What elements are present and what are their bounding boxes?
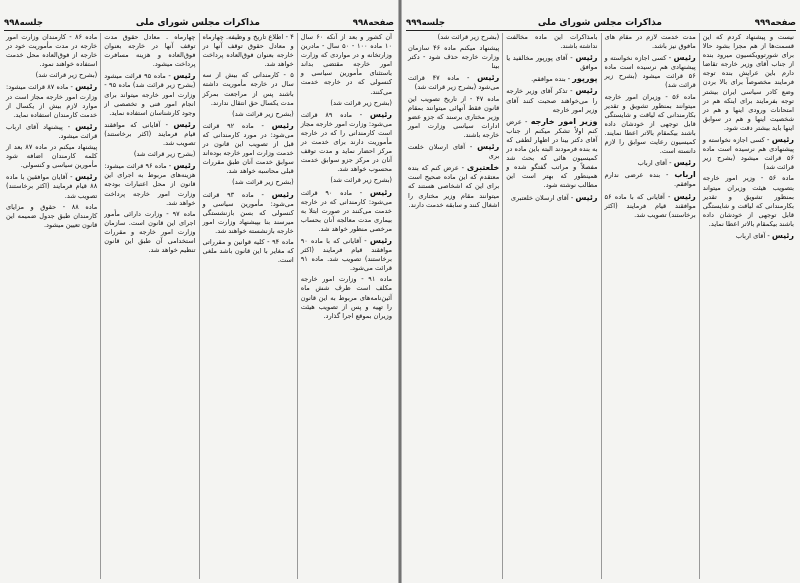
paragraph — [605, 192, 696, 220]
text-column — [297, 33, 395, 579]
text-column — [3, 33, 100, 579]
paragraph — [703, 174, 794, 229]
paragraph-text: - آقایانی که با ماده ۹۰ موافقند قیام فرمایند (اکثر برخاستند) تصویب شد. ماده ۹۱ قرائت می‌شود. — [300, 236, 392, 273]
paragraph-text: - آقایان موافقین با ماده ۸۸ قیام فرمایند (اکثر برخاستند) تصویب شد. — [6, 173, 98, 200]
speaker-name: ارباب — [674, 170, 696, 180]
paragraph — [6, 172, 97, 200]
paragraph — [408, 142, 499, 161]
paragraph — [703, 135, 794, 172]
publication-title: مذاکرات مجلس شورای ملی — [537, 18, 662, 28]
paragraph — [203, 178, 294, 187]
text-column — [601, 33, 699, 579]
paragraph — [605, 33, 696, 51]
speaker-name: رئیس — [673, 158, 696, 168]
paragraph — [408, 44, 499, 71]
paragraph-text: پیشنهاد میکنم در ماده ۸۷ بعد از کلمه کارمندان اضافه شود مأمورین سیاسی و کنسولی. — [6, 143, 98, 170]
paragraph — [6, 33, 97, 69]
paragraph-text: - کسی اجازه نخواسته و پیشنهادی هم نرسیده است ماده ۵۶ قرائت میشود (بشرح زیر قرائت شد) — [702, 136, 794, 172]
speaker-name: رئیس — [75, 121, 98, 131]
speaker-name: رئیس — [271, 120, 294, 130]
session-number: جلسه۹۹۹ — [406, 18, 445, 28]
paragraph — [6, 71, 97, 80]
paragraph — [605, 170, 696, 189]
paragraph — [301, 176, 392, 185]
text-columns — [3, 33, 395, 579]
paragraph-text: - ماده ۹۰ قرائت می‌شود: کارمندانی که در خارجه خدمت می‌کنند در صورت ابتلا به بیماری مدت معالجه آنان بحساب مرخصی منظور خواهد شد. — [300, 188, 392, 233]
paragraph-text: آن کشور و بعد از آنکه ۶۰ سال ۱۰ ماده ۱۰۰ - ۵۰ سال - مادرین وزارتخانه و در مواردی که وزارت امور خارجه مقتضی بداند باستثنای مأمورین سیاسی و کنسولی که در خارجه خدمت می‌کنند. — [300, 33, 393, 96]
speaker-name: پورپور — [572, 74, 598, 84]
paragraph — [6, 143, 97, 170]
paragraph — [506, 53, 597, 72]
paragraph-text: (بشرح زیر قرائت شد) — [133, 150, 196, 159]
speaker-name: رئیس — [369, 109, 392, 119]
paragraph-text: (بشرح زیر قرائت شد) — [35, 71, 98, 80]
speaker-name: رئیس — [771, 135, 794, 145]
paragraph — [104, 210, 195, 255]
speaker-name: رئیس — [271, 189, 294, 199]
paragraph — [6, 82, 97, 119]
paragraph — [301, 99, 392, 108]
speaker-name: رئیس — [369, 235, 392, 245]
page-header — [406, 14, 796, 31]
speaker-name: رئیس — [75, 82, 98, 92]
paragraph-text: - بنده عرضی ندارم موافقم. — [604, 171, 696, 189]
paragraph — [408, 95, 499, 140]
paragraph — [605, 93, 696, 157]
paragraph-text: چهارماه ۔ معادل حقوق مدت توقف آنها در خارجه بعنوان فوق‌العاده و هزینه مسافرت پرداخت میشود. — [104, 33, 196, 69]
paragraph — [301, 275, 392, 320]
paragraph-text: - ماده ۸۷ قرائت میشود: وزارت امور خارجه مجاز است در موارد لازم بیش از یکسال از خدمت کارمندان استفاده نماید. — [6, 83, 98, 119]
speaker-name: رئیس — [477, 73, 500, 83]
paragraph-text: ماده ۵۶ - وزیران امور خارجه میتوانند بمنظور تشویق و تقدیر بکارمندانی که لیاقت و شایستگی قابل توجهی از خودشان داده باشند بیکمقام بالاتر اعطا نمایند. کمیسیون رعایت سوابق را لازم دانسته است. — [604, 92, 696, 156]
paragraph — [203, 71, 294, 107]
paragraph-text: - عرض کنم که بنده معتقدم که این ماده صحیح است برای این که اشخاصی هستند که میتوانند مقام وزیر مختاری را اشغال کنند و سابقه خدمت دارند. — [408, 164, 500, 209]
speaker-name: رئیس — [173, 71, 196, 81]
paragraph — [6, 122, 97, 141]
paragraph-text: نیست و پیشنهاد کردم که این قسمت‌ها از هم مجزا بشود حالا برای شورتوویکسیون میرود بنده از جناب آقای وزیر خارجه تقاضا دارم باین عرایش بنده توجه فرمایند مخصوصاً برای بالا بردن وضع کادر سیاسی ایران بیشتر توجه بفرمایند برای اینکه هم در امتحانات ورودی اینها و هم در شخصیت اینها و هم در سوابق اینها باید بیشتر دقت شود. — [702, 33, 794, 132]
text-columns — [405, 33, 797, 579]
paragraph-text: - آقای پورپور مخالفید یا موافق — [506, 54, 598, 72]
paragraph-text: - آقایانی که با ماده ۵۶ موافقند قیام فرمایند (اکثر برخاستند) تصویب شد. — [604, 192, 696, 219]
speaker-name: وزیر امور خارجه — [530, 116, 598, 126]
paragraph — [703, 33, 794, 133]
paragraph — [203, 110, 294, 119]
paragraph — [104, 33, 195, 69]
paragraph-text: (بشرح زیر قرائت شد) — [232, 178, 294, 187]
paragraph-text: - عرض کنم اولاً تشکر میکنم از جناب آقای دکتر بینا در اظهار لطفی که به بنده فرمودند البته باین ماده در کمیسیون هائی که بحث شد مفصلاً و مراتب گفتگو شده و همینطور که بهتر است این مطالب نوشته شود. — [506, 117, 598, 190]
page-number: صفحه۹۹۹ — [754, 18, 796, 28]
paragraph-text: (بشرح زیر قرائت شد) — [330, 176, 392, 185]
paragraph — [605, 158, 696, 168]
text-column — [699, 33, 797, 579]
paragraph-text: - کسی اجازه نخواسته و پیشنهادی هم نرسیده است ماده ۵۶ قرائت میشود (بشرح زیر قرائت شد) — [604, 54, 696, 90]
paragraph-text: - بنده موافقم. — [531, 75, 571, 84]
paragraph — [506, 86, 597, 114]
paragraph-text: (بشرح زیر قرائت شد) — [232, 109, 294, 118]
speaker-name: رئیس — [771, 230, 794, 240]
speaker-name: رئیس — [673, 191, 696, 201]
publication-title: مذاکرات مجلس شورای ملی — [135, 18, 260, 28]
speaker-name: رئیس — [477, 142, 500, 152]
left-page — [0, 0, 398, 583]
paragraph-text: ماده ۸۶ - کارمندان وزارت امور خارجه در مدت مأموریت خود در خارجه از فوق‌العاده محل خدمت استفاده خواهند نمود. — [6, 33, 98, 69]
text-column — [405, 33, 502, 579]
speaker-name: رئیس — [575, 53, 598, 63]
speaker-name: رئیس — [75, 172, 98, 182]
paragraph-text: پیشنهاد میکنم ماده ۴۶ سازمان وزارت خارجه حذف شود - دکتر بینا — [408, 44, 500, 71]
paragraph — [6, 203, 97, 230]
paragraph-text: - ماده ۹۲ قرائت می‌شود: در مورد کارمندانی که قبل از تصویب این قانون در خدمت وزارت امور خارجه بوده‌اند سوابق خدمت آنان طبق مقررات قبلی محاسبه خواهد شد. — [202, 121, 294, 176]
paragraph — [104, 161, 195, 207]
paragraph-text: (بشرح زیر قرائت شد) — [330, 98, 392, 107]
speaker-name: رئیس — [575, 86, 598, 96]
paragraph — [506, 33, 597, 51]
paragraph-text: - ماده ۹۳ قرائت می‌شود: مأمورین سیاسی و کنسولی که بسن بازنشستگی میرسند بنا بپیشنهاد وزارت امور خارجه بازنشسته خواهند شد. — [202, 190, 294, 235]
text-column — [502, 33, 600, 579]
paragraph — [703, 231, 794, 241]
paragraph — [506, 193, 597, 203]
paragraph — [301, 33, 392, 97]
paragraph-text: (بشرح زیر قرائت شد) — [437, 33, 500, 41]
right-page — [402, 0, 800, 583]
paragraph — [104, 120, 195, 148]
paragraph-text: - آقای ارسلان خلعت بری — [408, 143, 500, 161]
paragraph-text: - ماده ۹۶ قرائت میشود: هزینه‌های مربوط به اجرای این قانون از محل اعتبارات بودجه وزارت امور خارجه پرداخت خواهد شد. — [104, 162, 196, 207]
speaker-name: رئیس — [673, 53, 696, 63]
text-column — [100, 33, 198, 579]
page-number: صفحه۹۹۸ — [352, 18, 394, 28]
paragraph-text: مدت خدمت لازم در مقام های مافوق نیز باشد. — [604, 33, 696, 51]
paragraph-text: - آقای ارباب — [637, 159, 672, 168]
paragraph — [203, 121, 294, 177]
paragraph — [408, 163, 499, 209]
paragraph-text: ماده ۵۶ - وزیر امور خارجه بتصویب هیئت وزیران میتواند بمنظور تشویق و تقدیر بکارمندانی که لیاقت و شایستگی قابل توجهی از خودشان داده باشند بیکمقام بالاتر اعطا نماید. — [702, 174, 794, 228]
paragraph — [301, 236, 392, 273]
paragraph-text: - ماده ۴۷ قرائت می‌شود (بشرح زیر قرائت شد) — [408, 74, 500, 92]
paragraph-text: ماده ۹۷ - وزارت دارائی مأمور اجرای این قانون است. سازمان وزارت امور خارجه و مقررات استخدامی آن طبق این قانون تنظیم خواهد شد. — [104, 209, 196, 255]
paragraph — [301, 110, 392, 175]
paragraph — [506, 117, 597, 191]
paragraph-text: ۴ - اطلاع تاریخ و وظیفه. چهارماه و معادل حقوق توقف آنها در خارجه بعنوان فوق‌العاده پرداخت خواهد شد. — [202, 33, 294, 69]
paragraph-text: - ماده ۹۵ قرائت میشود (بشرح زیر قرائت شد) ماده ۹۵ - وزارت امور خارجه میتواند برای انجام امور فنی و تخصصی از وجود کارشناسان استفاده نماید. — [104, 72, 196, 117]
speaker-name: رئیس — [575, 192, 598, 202]
speaker-name: رئیس — [173, 119, 196, 129]
speaker-name: خلعتبری — [466, 163, 500, 173]
speaker-name: رئیس — [369, 187, 392, 197]
paragraph-text: - تذکر آقای وزیر خارجه را می‌خواهند صحبت کنند آقای وزیر امور خارجه — [506, 87, 598, 114]
paragraph-text: - آقای ارسلان خلعتبری — [510, 193, 574, 202]
paragraph-text: - آقایانی که موافقند قیام فرمایند (اکثر برخاستند) تصویب شد. — [104, 120, 196, 148]
paragraph-text: - ماده ۸۹ قرائت می‌شود: وزارت امور خارجه مجاز است کارمندانی را که در خارجه مأموریت دارند برای خدمت در مرکز احضار نماید و مدت توقف آنان در مرکز جزو سوابق خدمت محسوب خواهد شد. — [300, 110, 392, 174]
paragraph-text: بامذاکرات این ماده مخالفت نداشته باشند. — [506, 33, 598, 51]
paragraph — [605, 53, 696, 90]
paragraph — [506, 74, 597, 84]
paragraph — [203, 238, 294, 265]
paragraph-text: ۵ - کارمندانی که بیش از سه سال در خارجه مأموریت داشته باشند پس از مراجعت بمرکز مدت یکسال حق انتقال ندارند. — [202, 71, 294, 107]
paragraph — [301, 188, 392, 234]
session-number: جلسه۹۹۸ — [4, 18, 43, 28]
paragraph-text: - پیشنهاد آقای ارباب قرائت میشود. — [6, 122, 98, 140]
paragraph — [104, 150, 195, 159]
page-header — [4, 14, 394, 31]
paragraph-text: ماده ۹۴ - کلیه قوانین و مقرراتی که مغایر با این قانون باشد ملغی است. — [202, 237, 294, 265]
paragraph-text: ماده ۹۱ - وزارت امور خارجه مکلف است ظرف شش ماه آئین‌نامه‌های مربوط به این قانون را تهیه و پس از تصویب هیئت وزیران بموقع اجرا گذارد. — [300, 275, 392, 320]
paragraph — [104, 71, 195, 117]
text-column — [199, 33, 297, 579]
paragraph-text: ماده ۸۸ - حقوق و مزایای کارمندان طبق جدول ضمیمه این قانون تعیین میشود. — [6, 202, 98, 229]
paragraph-text: - آقای ارباب — [735, 231, 770, 240]
paragraph — [408, 33, 499, 42]
paragraph — [408, 73, 499, 92]
speaker-name: رئیس — [173, 161, 196, 171]
paragraph — [203, 33, 294, 69]
paragraph — [203, 190, 294, 236]
paragraph-text: ماده ۴۷ - از تاریخ تصویب این قانون فقط آنهائی میتوانند بمقام وزیر مختاری برسند که جزو عضو ادارات سیاسی وزارت امور خارجه باشند. — [408, 94, 500, 139]
